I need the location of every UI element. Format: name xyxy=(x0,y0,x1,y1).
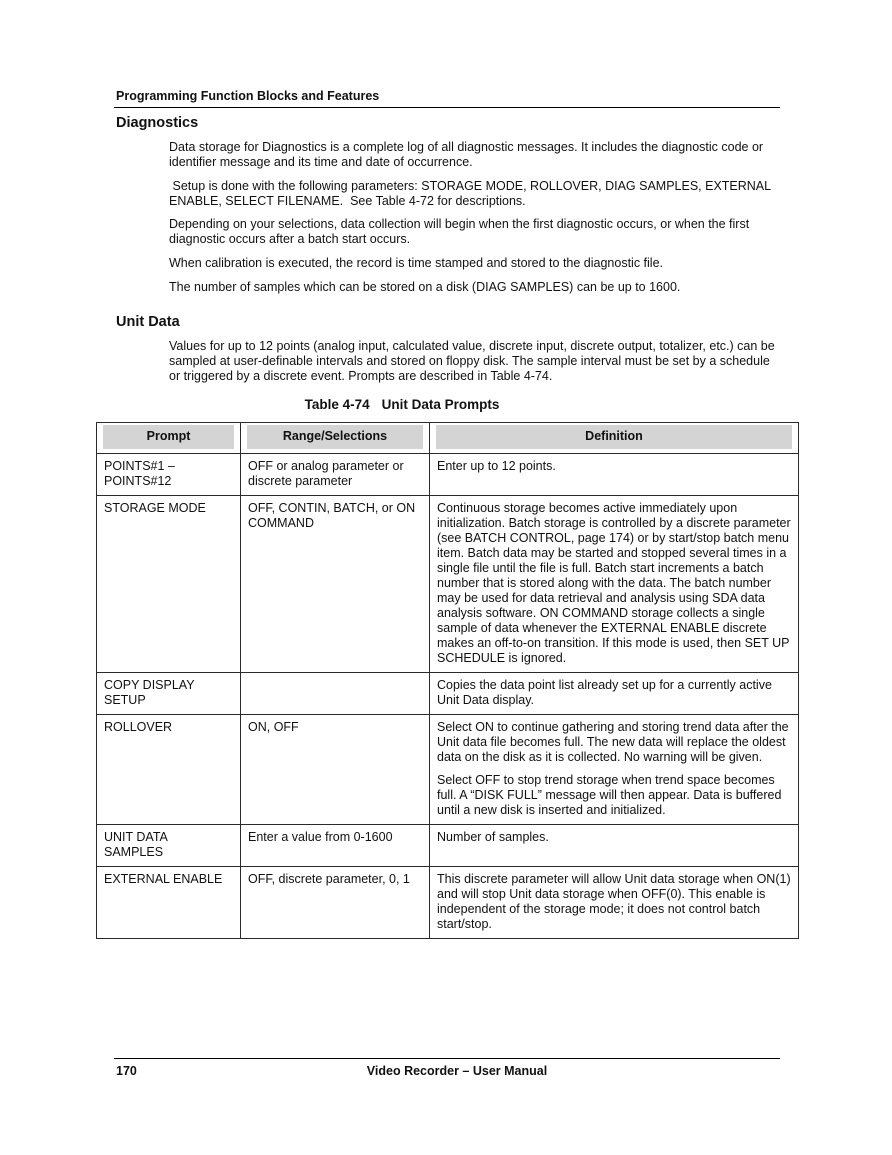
unit-data-prompts-table xyxy=(96,422,799,939)
table-row-external-enable xyxy=(97,867,799,939)
table-caption-title: Unit Data Prompts xyxy=(381,397,500,412)
table-row-copy-display-setup xyxy=(97,673,799,715)
table-row-unit-data-samples xyxy=(97,825,799,867)
definition-cell xyxy=(430,454,799,496)
prompt-cell: COPY DISPLAY SETUP xyxy=(97,673,241,715)
definition-text: Number of samples. xyxy=(437,830,549,844)
column-header-definition xyxy=(430,423,799,454)
header-rule xyxy=(114,107,780,108)
prompt-cell: STORAGE MODE xyxy=(97,496,241,673)
definition-text: Enter up to 12 points. xyxy=(437,459,556,473)
definition-cell xyxy=(430,496,799,673)
definition-cell xyxy=(430,825,799,867)
running-header: Programming Function Blocks and Features xyxy=(116,89,380,103)
definition-cell xyxy=(430,673,799,715)
table-caption-number: Table 4-74 xyxy=(304,397,370,412)
diagnostics-paragraph-2: Setup is done with the following parameters: STORAGE MODE, ROLLOVER, DIAG SAMPLES, EXTERNAL ENABLE, SELECT FILENAME. See Table 4-72 for descriptions. xyxy=(169,179,775,208)
unit-data-heading: Unit Data xyxy=(116,314,180,330)
column-header-range xyxy=(241,423,430,454)
unit-data-paragraph: Values for up to 12 points (analog input, calculated value, discrete input, discrete output, totalizer, etc.) can be sampled at user-definable intervals and stored on floppy disk. The sample interval must be set by a schedule or triggered by a discrete event. Prompts are described in Table 4-74. xyxy=(169,339,775,383)
prompt-cell: POINTS#1 – POINTS#12 xyxy=(97,454,241,496)
footer-title: Video Recorder – User Manual xyxy=(366,1064,548,1078)
table-row-rollover xyxy=(97,715,799,825)
definition-text: Select OFF to stop trend storage when trend space becomes full. A “DISK FULL” message will then appear. Data is buffered until a new disk is inserted and initialized. xyxy=(437,773,782,817)
definition-text: Continuous storage becomes active immediately upon initialization. Batch storage is controlled by a discrete parameter (see BATCH CONTROL, page 174) or by start/stop batch menu item. Batch data may be started and stopped several times in a single file until the file is full. Batch start increments a batch number that is stored along with the data. The batch number may be used for data retrieval and analysis using SDA data analysis software. ON COMMAND storage collects a single sample of data whenever the EXTERNAL ENABLE discrete makes an off-to-on transition. If this mode is used, then SET UP SCHEDULE is ignored. xyxy=(437,501,791,665)
footer-rule xyxy=(114,1058,780,1059)
definition-text: Select ON to continue gathering and storing trend data after the Unit data file becomes full. The new data will replace the oldest data on the disk as it is collected. No warning will be given. xyxy=(437,720,789,764)
table-row-storage-mode xyxy=(97,496,799,673)
range-cell: Enter a value from 0-1600 xyxy=(241,825,430,867)
range-cell: OFF, discrete parameter, 0, 1 xyxy=(241,867,430,939)
page-number: 170 xyxy=(116,1064,137,1078)
column-header-definition-label: Definition xyxy=(436,425,792,449)
range-cell: OFF or analog parameter or discrete parameter xyxy=(241,454,430,496)
table-caption xyxy=(0,397,804,412)
range-cell xyxy=(241,673,430,715)
prompt-cell: ROLLOVER xyxy=(97,715,241,825)
diagnostics-heading: Diagnostics xyxy=(116,115,199,131)
diagnostics-paragraph-5: The number of samples which can be stored on a disk (DIAG SAMPLES) can be up to 1600. xyxy=(169,280,681,294)
prompt-cell: UNIT DATA SAMPLES xyxy=(97,825,241,867)
definition-text: Copies the data point list already set up for a currently active Unit Data display. xyxy=(437,678,772,707)
column-header-range-label: Range/Selections xyxy=(247,425,423,449)
column-header-prompt-label: Prompt xyxy=(103,425,234,449)
prompt-cell: EXTERNAL ENABLE xyxy=(97,867,241,939)
diagnostics-paragraph-4: When calibration is executed, the record is time stamped and stored to the diagnostic file. xyxy=(169,256,664,270)
table-header-row xyxy=(97,423,799,454)
definition-cell xyxy=(430,715,799,825)
range-cell: OFF, CONTIN, BATCH, or ON COMMAND xyxy=(241,496,430,673)
column-header-prompt xyxy=(97,423,241,454)
diagnostics-paragraph-1: Data storage for Diagnostics is a complete log of all diagnostic messages. It includes the diagnostic code or identifier message and its time and date of occurrence. xyxy=(169,140,764,169)
range-cell: ON, OFF xyxy=(241,715,430,825)
diagnostics-paragraph-3: Depending on your selections, data collection will begin when the first diagnostic occurs, or when the first diagnostic occurs after a batch start occurs. xyxy=(169,217,750,246)
table-row-points xyxy=(97,454,799,496)
definition-text: This discrete parameter will allow Unit data storage when ON(1) and will stop Unit data storage when OFF(0). This enable is independent of the storage mode; it does not control batch start/stop. xyxy=(437,872,791,931)
definition-cell xyxy=(430,867,799,939)
